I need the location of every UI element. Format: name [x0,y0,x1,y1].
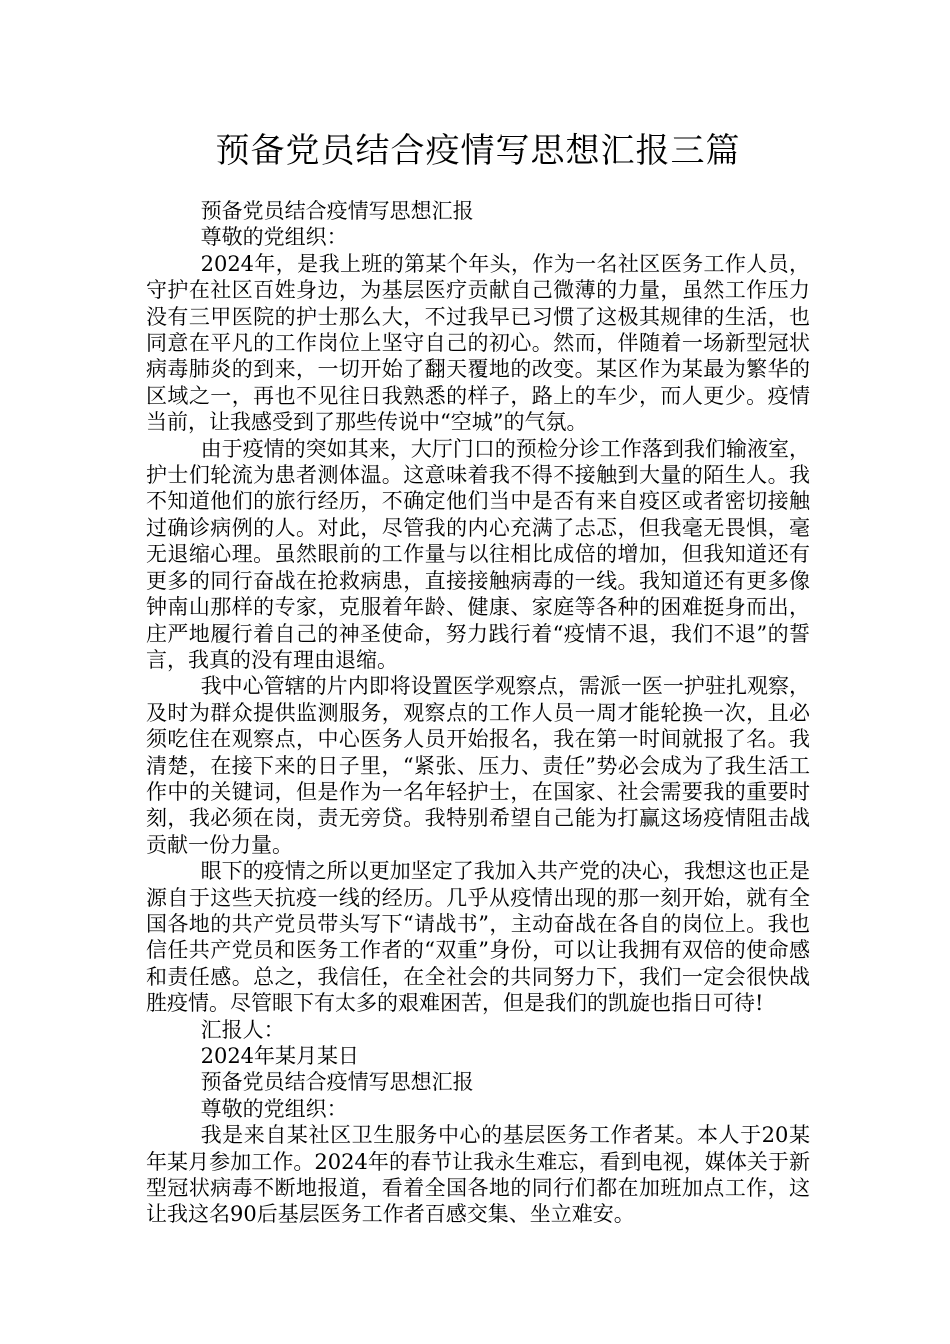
letter-2 [146,1069,810,1227]
salutation: 尊敬的党组织： [200,1096,348,1121]
paragraph: 我中心管辖的片内即将设置医学观察点，需派一医一护驻扎观察，及时为群众提供监测服务，观察点的工作人员一周才能轮换一次，且必须吃住在观察点，中心医务人员开始报名，我在第一时间就报了名。我清楚，在接下来的日子里，“紧张、压力、责任”势必会成为了我生活工作中的关键词，但是作为一名年轻护士，在国家、社会需要我的重要时刻，我必须在岗，责无旁贷。我特别希望自己能为打赢这场疫情阻击战贡献一份力量。 [146,674,810,857]
date: 2024年某月某日 [200,1044,360,1068]
paragraph: 眼下的疫情之所以更加坚定了我加入共产党的决心，我想这也正是源自于这些天抗疫一线的经历。几乎从疫情出现的那一刻开始，就有全国各地的共产党员带头写下“请战书”，主动奋战在各自的岗位上。我也信任共产党员和医务工作者的“双重”身份，可以让我拥有双倍的使命感和责任感。总之，我信任，在全社会的共同努力下，我们一定会很快战胜疫情。尽管眼下有太多的艰难困苦，但是我们的凯旋也指日可待! [146,859,810,1016]
letter-heading: 预备党员结合疫情写思想汇报 [200,199,474,223]
document-page [146,126,810,1228]
letter-heading: 预备党员结合疫情写思想汇报 [200,1070,474,1095]
paragraph: 2024年，是我上班的第某个年头，作为一名社区医务工作人员，守护在社区百姓身边，为基层医疗贡献自己微薄的力量，虽然工作压力没有三甲医院的护士那么大，不过我早已习惯了这极其规律的生活，也同意在平凡的工作岗位上坚守自己的初心。然而，伴随着一场新型冠状病毒肺炎的到来，一切开始了翻天覆地的改变。某区作为某最为繁华的区域之一，再也不见往日我熟悉的样子，路上的车少，而人更少。疫情当前，让我感受到了那些传说中“空城”的气氛。 [146,251,810,435]
paragraph: 我是来自某社区卫生服务中心的基层医务工作者某。本人于20某年某月参加工作。2024年的春节让我永生难忘，看到电视，媒体关于新型冠状病毒不断地报道，看着全国各地的同行们都在加班加点工作，这让我这名90后基层医务工作者百感交集、坐立难安。 [146,1123,810,1227]
salutation: 尊敬的党组织： [200,225,348,250]
paragraph: 由于疫情的突如其来，大厅门口的预检分诊工作落到我们输液室，护士们轮流为患者测体温。这意味着我不得不接触到大量的陌生人。我不知道他们的旅行经历，不确定他们当中是否有来自疫区或者密切接触过确诊病例的人。对此，尽管我的内心充满了忐忑，但我毫无畏惧，毫无退缩心理。虽然眼前的工作量与以往相比成倍的增加，但我知道还有更多的同行奋战在抢救病患，直接接触病毒的一线。我知道还有更多像钟南山那样的专家，克服着年龄、健康、家庭等各种的困难挺身而出，庄严地履行着自己的神圣使命，努力践行着“疫情不退，我们不退”的誓言，我真的没有理由退缩。 [146,436,810,672]
signature: 汇报人： [200,1017,285,1042]
document-title: 预备党员结合疫情写思想汇报三篇 [215,131,741,171]
letter-1 [146,198,810,1069]
